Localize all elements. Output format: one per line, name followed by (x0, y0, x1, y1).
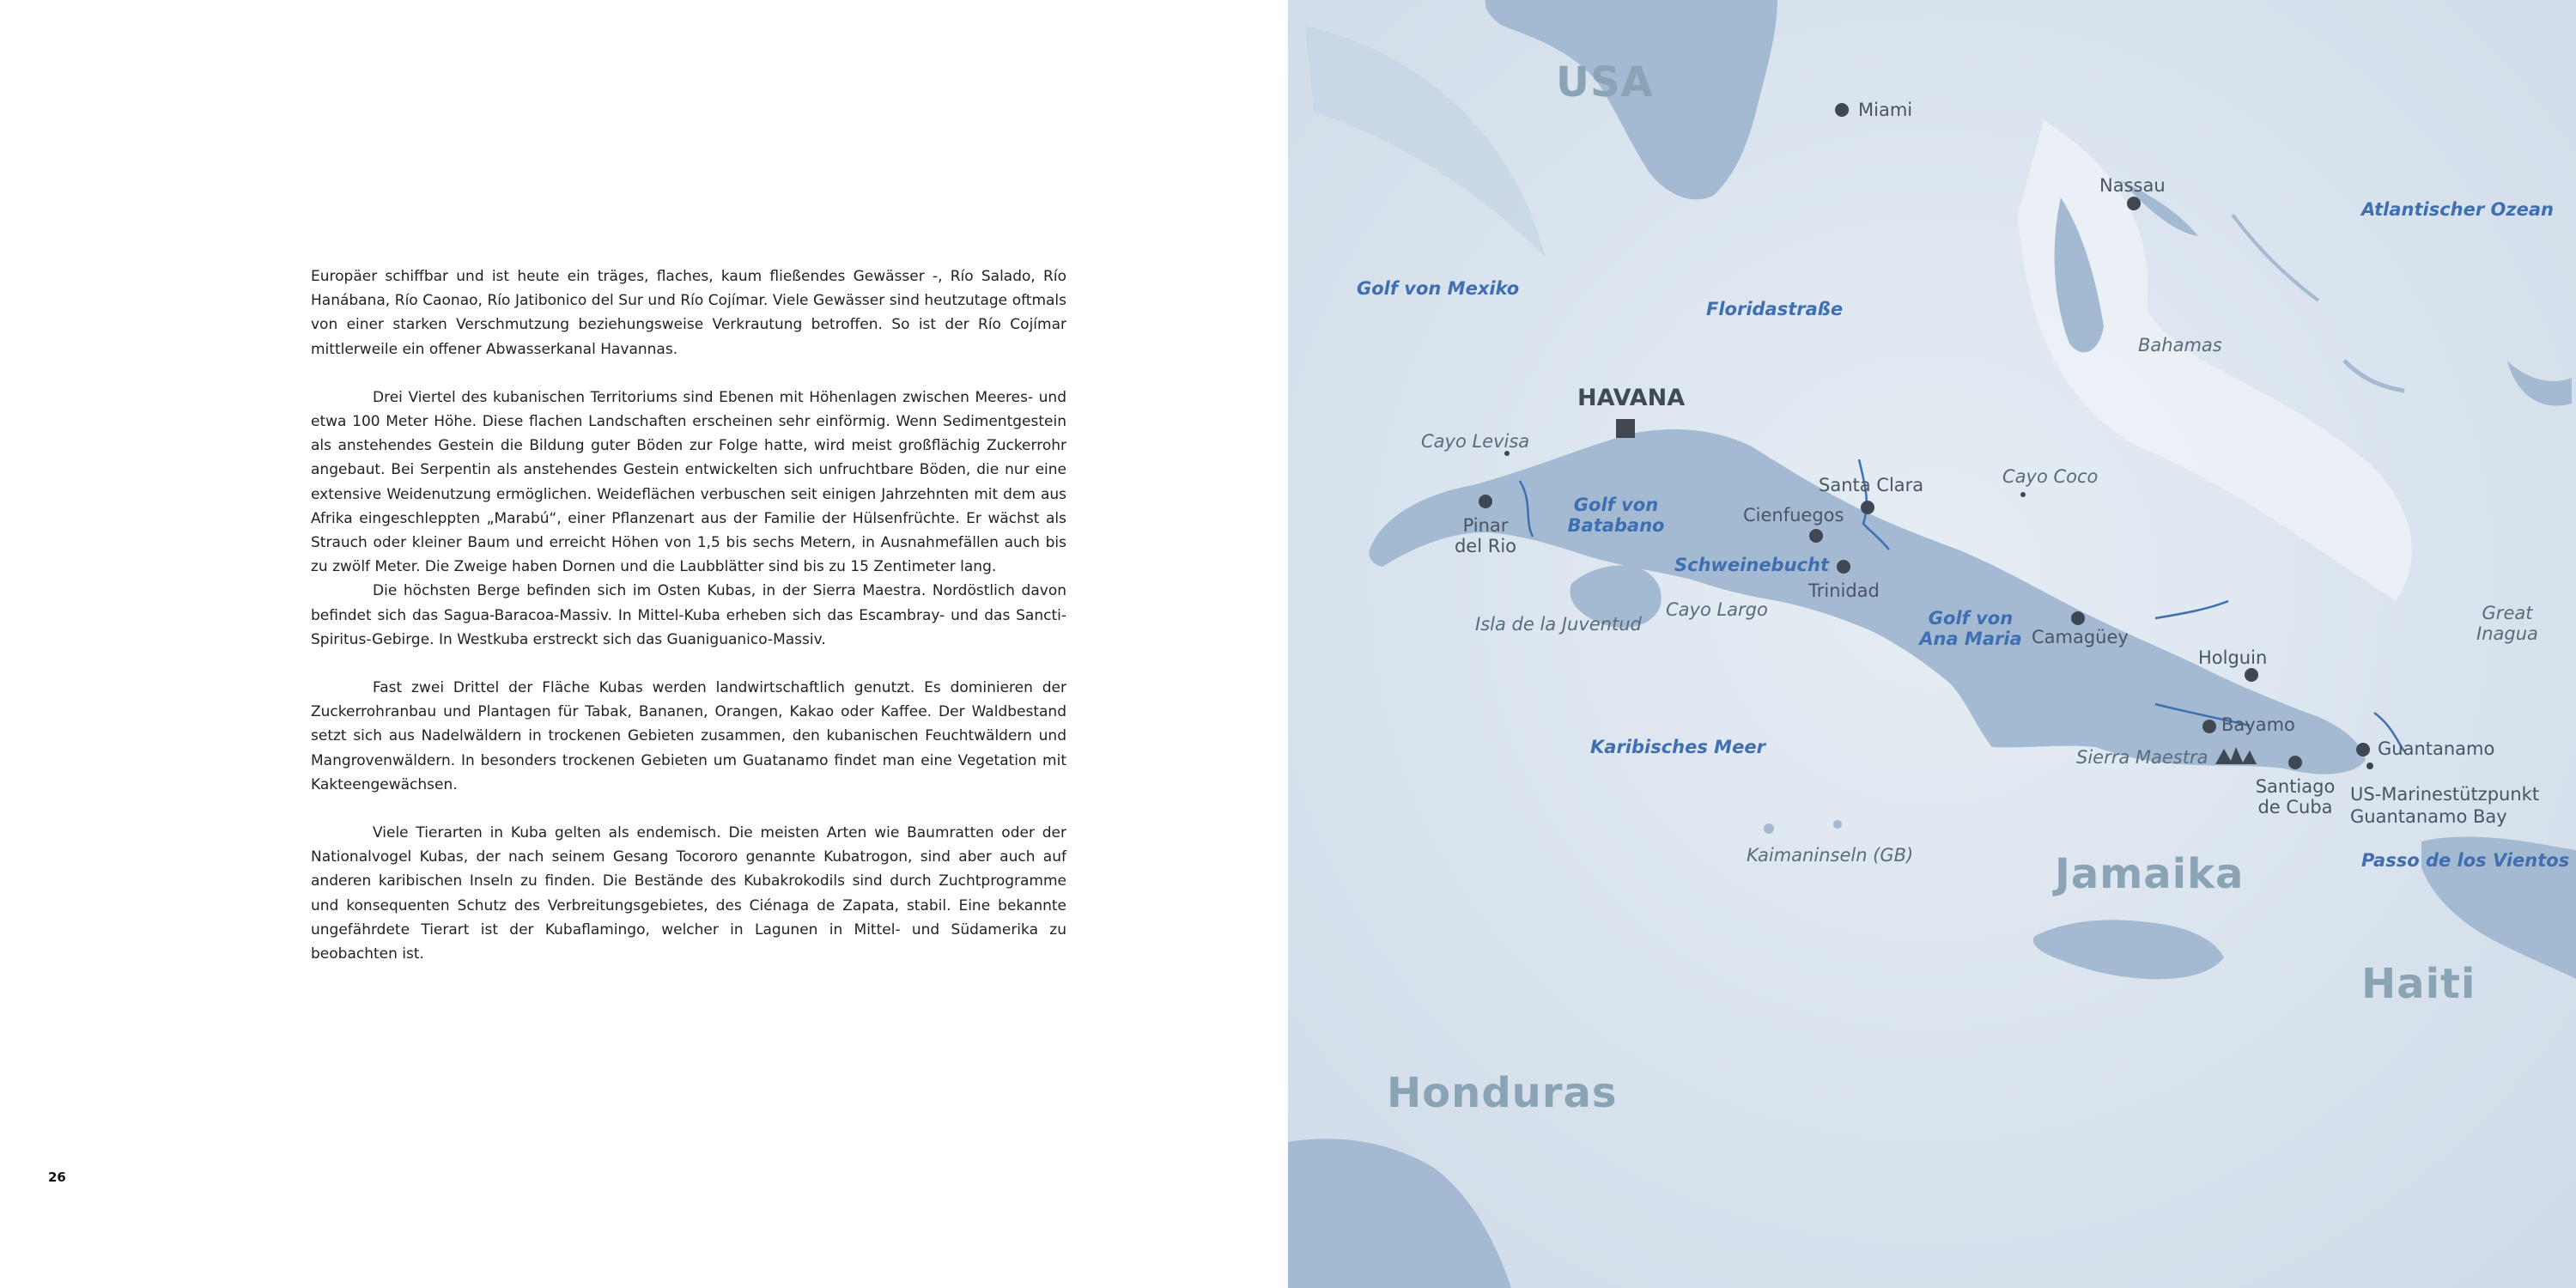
paragraph-3: Die höchsten Berge befinden sich im Osten Kubas, in der Sierra Maestra. Nordöstlich davon befindet sich das Sagua-Baracoa-Massiv. In Mittel-Kuba erheben sich das Escambray- und das Sancti-Spiritus-Gebirge. In Westkuba erstreckt sich das Guaniguanico-Massiv. (311, 582, 1066, 648)
grand-cayman (1764, 823, 1774, 834)
label-great-inagua-line1: Great (2482, 603, 2533, 623)
label-golf-von-batabano-line1: Golf von (1573, 495, 1659, 515)
paragraph-2: Drei Viertel des kubanischen Territoriums sind Ebenen mit Höhenlagen zwischen Meeres- und etwa 100 Meter Höhe. Diese flachen Landschaften erscheinen sehr einförmig. Wenn Sedimentgestein als anstehendes Gestein die Bildung guter Böden zur Folge hatte, wird meist großflächig Zuckerrohr angebaut. Bei Serpentin als anstehendes Gestein entwickelten sich unfruchtbare Böden, die nur eine extensive Weidenutzung ermöglichen. Weideflächen verbuschen seit einigen Jahrzehnten mit dem aus Afrika eingeschleppten „Marabú“, einer Pflanzenart aus der Familie der Hülsenfrüchte. Er wächst als Strauch oder kleiner Baum und erreicht Höhen von 1,5 bis sechs Metern, in Ausnahmefällen auch bis zu zwölf Meter. Die Zweige haben Dornen und die Laubblätter sind bis zu 15 Zentimeter lang. (311, 388, 1066, 576)
label-golf-von-ana-maria-line1: Golf von (1928, 608, 2014, 629)
label-golf-von-mexiko: Golf von Mexiko (1357, 278, 1520, 299)
body-text (311, 264, 1066, 990)
label-us-marinestuetzpunkt (2350, 783, 2539, 828)
label-golf-von-ana-maria-line2: Ana Maria (1919, 629, 2022, 649)
label-camaguey: Camagüey (2032, 627, 2129, 647)
bayamo-marker (2202, 720, 2216, 733)
label-holguin: Holguin (2198, 647, 2268, 668)
label-sierra-maestra: Sierra Maestra (2076, 747, 2208, 768)
label-santiago-de-cuba (2244, 776, 2347, 817)
label-santiago-line2: de Cuba (2257, 797, 2333, 817)
label-trinidad: Trinidad (1808, 580, 1880, 601)
label-cienfuegos: Cienfuegos (1743, 505, 1844, 526)
trinidad-marker (1837, 560, 1850, 574)
us-base-marker (2366, 762, 2373, 769)
santiago-marker (2288, 756, 2302, 769)
cayman-brac (1833, 820, 1842, 829)
label-haiti: Haiti (2361, 960, 2476, 1008)
label-bayamo: Bayamo (2221, 714, 2295, 735)
label-usa: USA (1556, 58, 1654, 106)
label-great-inagua-line2: Inagua (2476, 623, 2538, 644)
label-schweinebucht: Schweinebucht (1674, 555, 1829, 575)
label-floridastrasse: Floridastraße (1706, 299, 1844, 319)
label-pinar-line2: del Rio (1454, 536, 1517, 556)
miami-marker (1835, 103, 1849, 117)
label-honduras: Honduras (1387, 1069, 1618, 1117)
label-us-base-line1: US-Marinestützpunkt (2350, 784, 2540, 805)
label-havana: HAVANA (1577, 385, 1686, 411)
paragraph-1: Europäer schiffbar und ist heute ein träges, flaches, kaum fließendes Gewässer -, Río Salado, Río Hanábana, Río Caonao, Río Jatibonico del Sur und Río Cojímar. Viele Gewässer sind heutzutage oftmals von einer starken Verschmutzung beziehungsweise Verkrautung betroffen. So ist der Río Cojímar mittlerweile ein offener Abwasserkanal Havannas. (311, 268, 1066, 358)
guantanamo-marker (2356, 743, 2370, 756)
label-pinar-line1: Pinar (1462, 515, 1509, 536)
label-jamaika: Jamaika (2055, 850, 2245, 898)
label-atlantischer-ozean: Atlantischer Ozean (2361, 199, 2554, 220)
paragraph-4: Fast zwei Drittel der Fläche Kubas werden landwirtschaftlich genutzt. Es dominieren der Zuckerrohranbau und Plantagen für Tabak, Bananen, Orangen, Kakao oder Kaffee. Der Waldbestand setzt sich aus Nadelwäldern in trockenen Gebieten zusammen, den kubanischen Feuchtwäldern und Mangrovenwäldern. In besonders trockenen Gebieten um Guatanamo findet man eine Vegetation mit Kakteengewächsen. (311, 679, 1066, 793)
label-cayo-levisa: Cayo Levisa (1421, 431, 1530, 452)
cayo-coco-marker (2020, 492, 2026, 497)
label-great-inagua (2464, 603, 2550, 644)
havana-marker (1616, 419, 1635, 438)
label-kaimaninseln: Kaimaninseln (GB) (1747, 845, 1914, 866)
label-karibisches-meer: Karibisches Meer (1590, 737, 1765, 757)
label-guantanamo: Guantanamo (2378, 738, 2495, 759)
paragraph-5: Viele Tierarten in Kuba gelten als endemisch. Die meisten Arten wie Baumratten oder der Nationalvogel Kubas, der nach seinem Gesang Tocororo genannte Kubatrogon, sind aber auch auf anderen karibischen Inseln zu finden. Die Bestände des Kubakrokodils sind durch Zuchtprogramme und konsequenten Schutz des Verbreitungsgebietes, des Ciénaga de Zapata, stabil. Eine bekannte ungefährdete Tierart ist der Kubaflamingo, welcher in Lagunen in Mittel- und Südamerika zu beobachten ist. (311, 824, 1066, 963)
label-santa-clara: Santa Clara (1819, 475, 1924, 495)
nassau-marker (2127, 197, 2141, 210)
holguin-marker (2245, 668, 2258, 682)
label-pinar-del-rio (1443, 515, 1528, 556)
label-miami: Miami (1858, 100, 1913, 120)
label-golf-von-batabano-line2: Batabano (1567, 515, 1665, 536)
label-cayo-largo: Cayo Largo (1666, 599, 1768, 620)
label-cayo-coco: Cayo Coco (2002, 466, 2099, 487)
label-isla-de-la-juventud: Isla de la Juventud (1475, 614, 1642, 635)
caribbean-map (1288, 0, 2576, 1288)
label-us-base-line2: Guantanamo Bay (2350, 806, 2507, 827)
page-number: 26 (48, 1170, 66, 1185)
label-passo-de-los-vientos: Passo de los Vientos (2361, 850, 2570, 871)
camaguey-marker (2071, 611, 2085, 625)
label-santiago-line1: Santiago (2255, 776, 2336, 797)
label-golf-von-batabano (1556, 495, 1676, 536)
santa-clara-marker (1861, 501, 1874, 514)
label-bahamas: Bahamas (2138, 335, 2222, 355)
cienfuegos-marker (1809, 529, 1823, 543)
pinar-marker (1479, 495, 1492, 508)
label-nassau: Nassau (2099, 175, 2166, 196)
label-golf-von-ana-maria (1915, 608, 2026, 649)
